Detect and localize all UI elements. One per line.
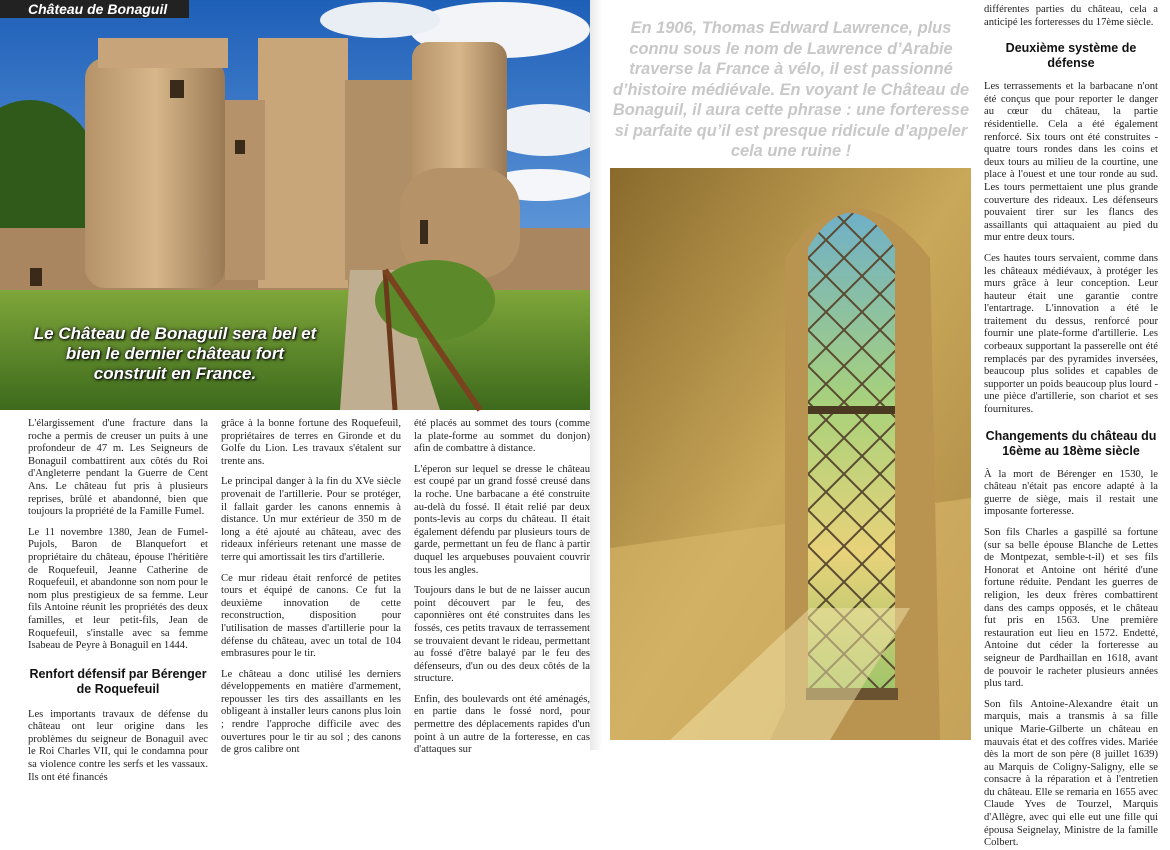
paragraph: L'élargissement d'une fracture dans la roche a permis de creuser un puits à une profondeur de 47 m. Les Seigneurs de Bonaguil combattirent aux côtés du Roi d'Angleterre pendant la Guerre de Cent Ans. Le château fut pris à plusieurs reprises, brûlé et abandonné, bien que toujours la propriété de la Famille Fumel. — [28, 418, 208, 518]
section-heading: Renfort défensif par Bérenger de Roquefeuil — [29, 666, 207, 696]
section-heading: Changements du château du 16ème au 18ème siècle — [985, 428, 1157, 458]
stained-glass-window-photo — [610, 168, 971, 740]
text-column-2 — [221, 418, 401, 756]
paragraph: Le principal danger à la fin du XVe siècle provenait de l'artillerie. Pour se protéger, il fallait garder les canons ennemis à distance. Un mur extérieur de 350 m de long a été ajouté au château, avec des rideaux inférieurs retenant une masse de terre qui amortissait les tirs d'artillerie. — [221, 476, 401, 563]
paragraph: Toujours dans le but de ne laisser aucun point découvert par le feu, des caponnières ont été construites dans les fossés, ces petits travaux de terrassement se trouvaient devant le rideau, permettant au fossé d'être balayé par le feu des défenseurs, d'un ou des deux côtés de la structure. — [414, 585, 590, 685]
paragraph: Les terrassements et la barbacane n'ont été conçus que pour reporter le danger au cœur du château, la partie résidentielle. Cela a été également renforcé. Six tours ont été construites - quatre tours rondes dans les coins et deux tours au milieu de la courtine, une place à l'ouest et une tour ronde au sud. Les tours permettaient une plus grande couverture des rideaux. Les défenseurs pouvaient tirer sur les flancs des assaillants qui attaquaient au pied du mur entre deux tours. — [984, 81, 1158, 244]
paragraph: Le château a donc utilisé les derniers développements en matière d'armement, repousser les tirs des assaillants en les obligeant à installer leurs canons plus loin ; rendre l'approche difficile avec des ouvertures pour le tir au sol ; des canons de gros calibre ont — [221, 668, 401, 756]
pull-quote: En 1906, Thomas Edward Lawrence, plus connu sous le nom de Lawrence d’Arabie traverse la France à vélo, il est passionné d’histoire médiévale. En voyant le Château de Bonaguil, il aura cette phrase : une forteresse si parfaite qu’il est presque ridicule d’appeler cela une ruine ! — [612, 19, 970, 160]
photo-caption: Le Château de Bonaguil sera bel et bien le dernier château fort construit en France. — [33, 324, 317, 383]
paragraph: Le 11 novembre 1380, Jean de Fumel-Pujols, Baron de Blanquefort et propriétaire du château, épouse l'héritière de Roquefeuil, Jeanne Catherine de Roquefeuil, et abandonne son nom pour le nom plus prestigieux de sa femme. Leur fils Antoine réunit les propriétés des deux familles, et leur petit-fils, Jean de Roquefeuil, s'installe avec sa femme Isabeau de Peyre à Bonaguil en 1444. — [28, 526, 208, 652]
paragraph: différentes parties du château, cela a anticipé les forteresses du 17ème siècle. — [984, 4, 1158, 28]
section-heading: Deuxième système de défense — [1005, 41, 1137, 71]
paragraph: Ces hautes tours servaient, comme dans les châteaux médiévaux, à protéger les murs grâce à leur conception. Leur hauteur était une garantie contre l'entartrage. L'innovation a été le traitement du dessus, renforcé pour fournir une plate-forme d'artillerie. Les corbeaux supportant la passerelle ont été remplacés par des pyramides inversées, beaucoup plus solides et capables de supporter un poids beaucoup plus lourd - une pièce d'artillerie, son chariot et ses fournitures. — [984, 252, 1158, 416]
page-gutter — [590, 0, 610, 750]
section-tag: Château de Bonaguil — [0, 0, 189, 18]
paragraph: Les importants travaux de défense du château ont leur origine dans les problèmes du seigneur de Bonaguil avec le Roi Charles VII, qui le condamna pour sa violence contre les serfs et les vassaux. Ils ont été financés — [28, 708, 208, 783]
paragraph: grâce à la bonne fortune des Roquefeuil, propriétaires de terres en Gironde et du Golfe du Lion. Les travaux s'étalent sur trente ans. — [221, 418, 401, 467]
text-column-3 — [414, 418, 590, 756]
text-column-1 — [28, 418, 208, 783]
paragraph: Son fils Charles a gaspillé sa fortune (sur sa belle épouse Blanche de Lettes de Montpezat, semble-t-il) et ses fils Honorat et Antoine ont hérité d'une fortune réduite. Pendant les guerres de religion, les deux frères combattirent dans des camps opposés, et le château fut pris en 1563. Une première restauration eut lieu en 1572. Endetté, Antoine dut céder la forteresse au seigneur de Pardhaillan en 1618, avant de pouvoir le racheter plusieurs années plus tard. — [984, 527, 1158, 690]
paragraph: L'éperon sur lequel se dresse le château est coupé par un grand fossé creusé dans la roche. Une barbacane a été construite au-delà du fossé. Il était relié par deux ponts-levis au corps du château. Il était également défendu par plusieurs tours de garde, permettant un feu de flanc à partir duquel les arquebuses pouvaient couvrir tous les angles. — [414, 463, 590, 576]
paragraph: Son fils Antoine-Alexandre était un marquis, mais a transmis à sa fille unique Marie-Gilberte un château en mauvais état et des coffres vides. Mariée dès la mort de son père (8 juillet 1639) au Marquis de Coligny-Saligny, elle se consacre à la réparation et à l'entretien du château. Elle se remaria en 1655 avec Claude Yves de Tourzel, Marquis d'Allègre, avec qui elle eut une fille qui épousa Seignelay, Ministre de la famille Colbert. — [984, 698, 1158, 849]
paragraph: Enfin, des boulevards ont été aménagés, en partie dans le fossé nord, pour permettre des déplacements rapides d'un point à un autre de la forteresse, en cas d'attaques sur — [414, 693, 590, 756]
paragraph: À la mort de Bérenger en 1530, le château n'était pas encore adapté à la guerre de siège, mais il restait une imposante forteresse. — [984, 468, 1158, 518]
paragraph: Ce mur rideau était renforcé de petites tours et équipé de canons. Ce fut la deuxième innovation de cette reconstruction, disposition pour l'utilisation de masses d'artillerie pour la défense du château, avec un total de 104 embrasures pour le tir. — [221, 572, 401, 660]
text-column-4 — [984, 4, 1158, 849]
paragraph: été placés au sommet des tours (comme la plate-forme au sommet du donjon) afin de combattre à distance. — [414, 418, 590, 455]
left-page — [0, 0, 590, 783]
window-illustration — [610, 168, 971, 740]
